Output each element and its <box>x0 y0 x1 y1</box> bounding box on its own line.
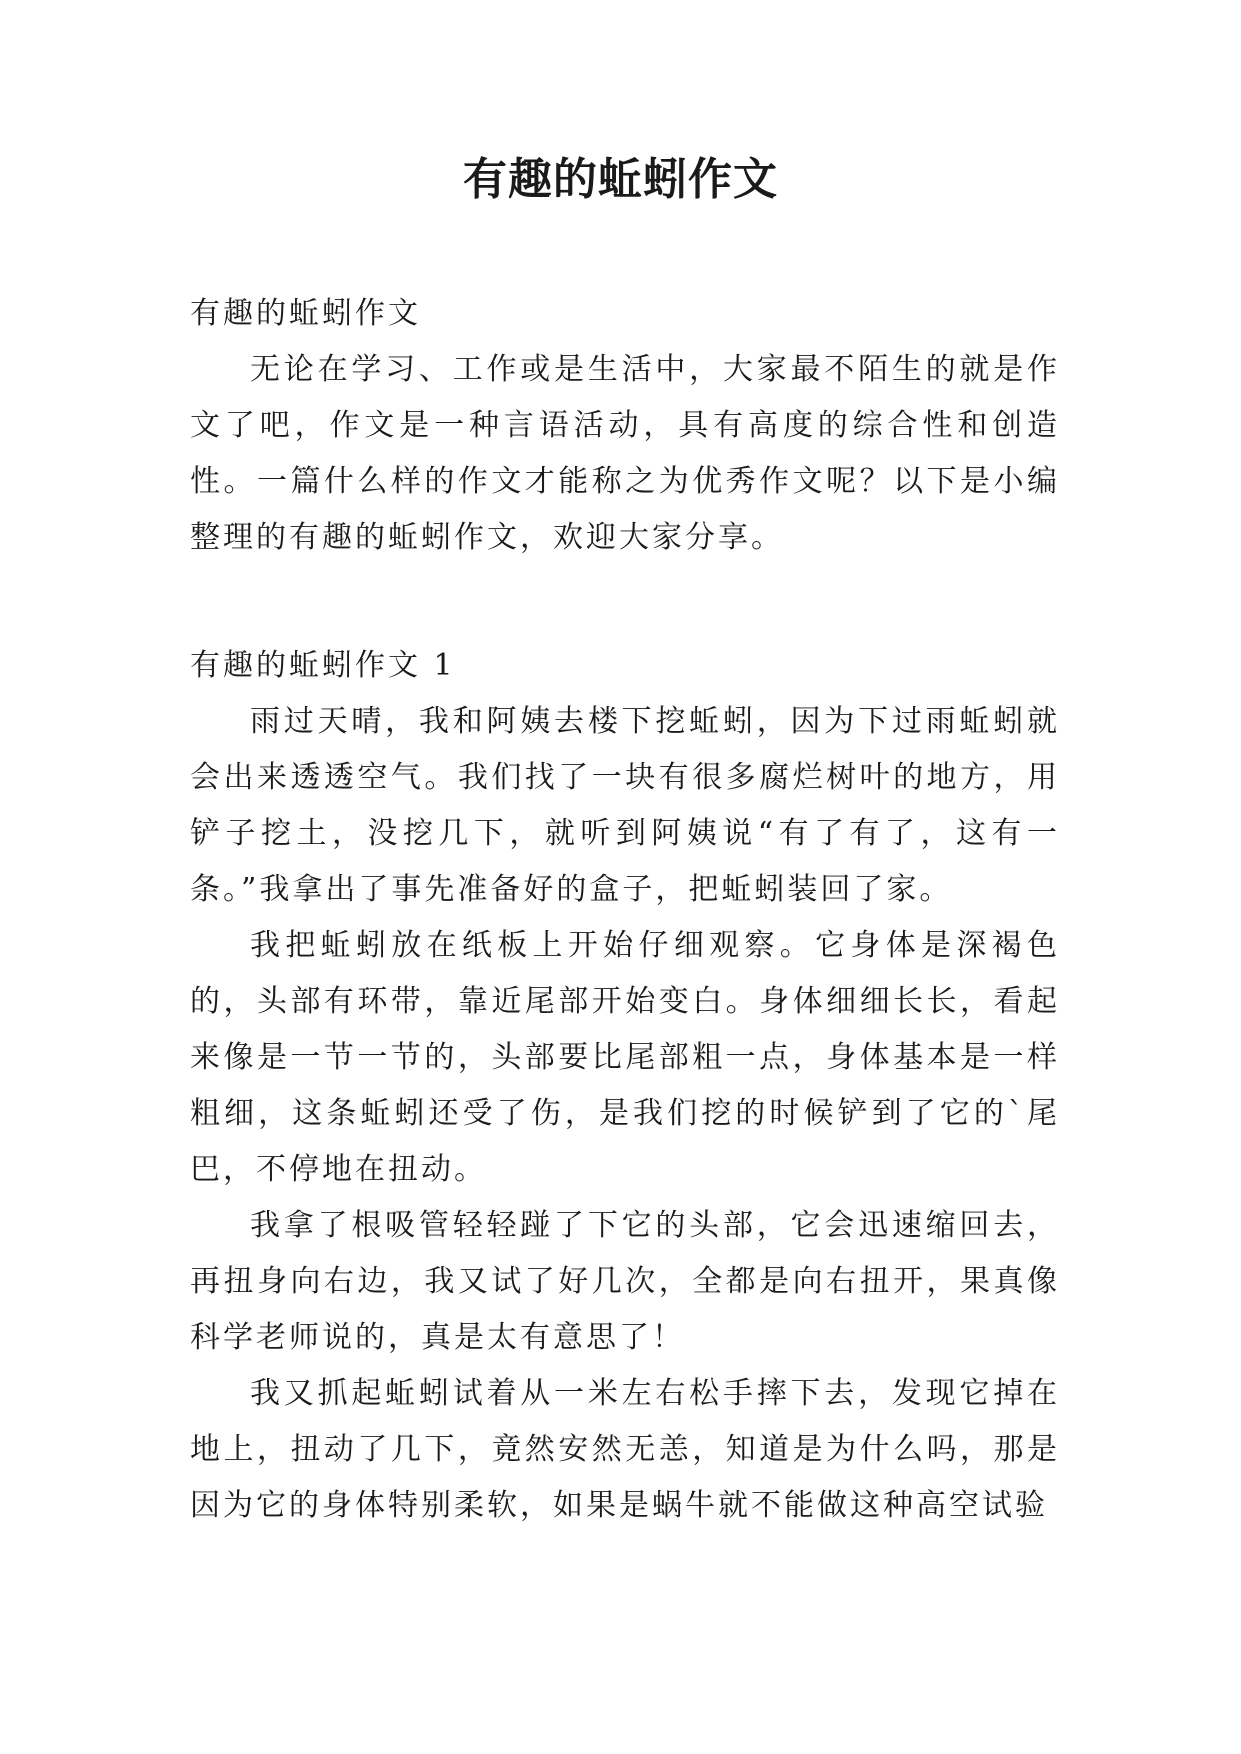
section-heading: 有趣的蚯蚓作文 1 <box>190 648 456 683</box>
body-paragraph: 我把蚯蚓放在纸板上开始仔细观察。它身体是深褐色的，头部有环带，靠近尾部开始变白。身体细细长长，看起来像是一节一节的，头部要比尾部粗一点，身体基本是一样粗细，这条蚯蚓还受了伤，是我们挖的时候铲到了它的`尾巴，不停地在扭动。 <box>190 928 1060 1187</box>
body-paragraph: 雨过天晴，我和阿姨去楼下挖蚯蚓，因为下过雨蚯蚓就会出来透透空气。我们找了一块有很多腐烂树叶的地方，用铲子挖土，没挖几下，就听到阿姨说“有了有了，这有一条。”我拿出了事先准备好的盒子，把蚯蚓装回了家。 <box>190 704 1060 907</box>
document-subtitle: 有趣的蚯蚓作文 <box>190 296 421 331</box>
body-paragraph: 我拿了根吸管轻轻踫了下它的头部，它会迅速缩回去，再扭身向右边，我又试了好几次，全都是向右扭开，果真像科学老师说的，真是太有意思了！ <box>190 1208 1060 1355</box>
body-paragraph: 我又抓起蚯蚓试着从一米左右松手摔下去，发现它掉在地上，扭动了几下，竟然安然无恙，知道是为什么吗，那是因为它的身体特别柔软，如果是蜗牛就不能做这种高空试验 <box>190 1376 1060 1523</box>
intro-paragraph: 无论在学习、工作或是生活中，大家最不陌生的就是作文了吧，作文是一种言语活动，具有高度的综合性和创造性。一篇什么样的作文才能称之为优秀作文呢？以下是小编整理的有趣的蚯蚓作文，欢迎大家分享。 <box>190 352 1060 555</box>
document-title: 有趣的蚯蚓作文 <box>463 154 778 205</box>
document-body <box>190 286 1060 1534</box>
